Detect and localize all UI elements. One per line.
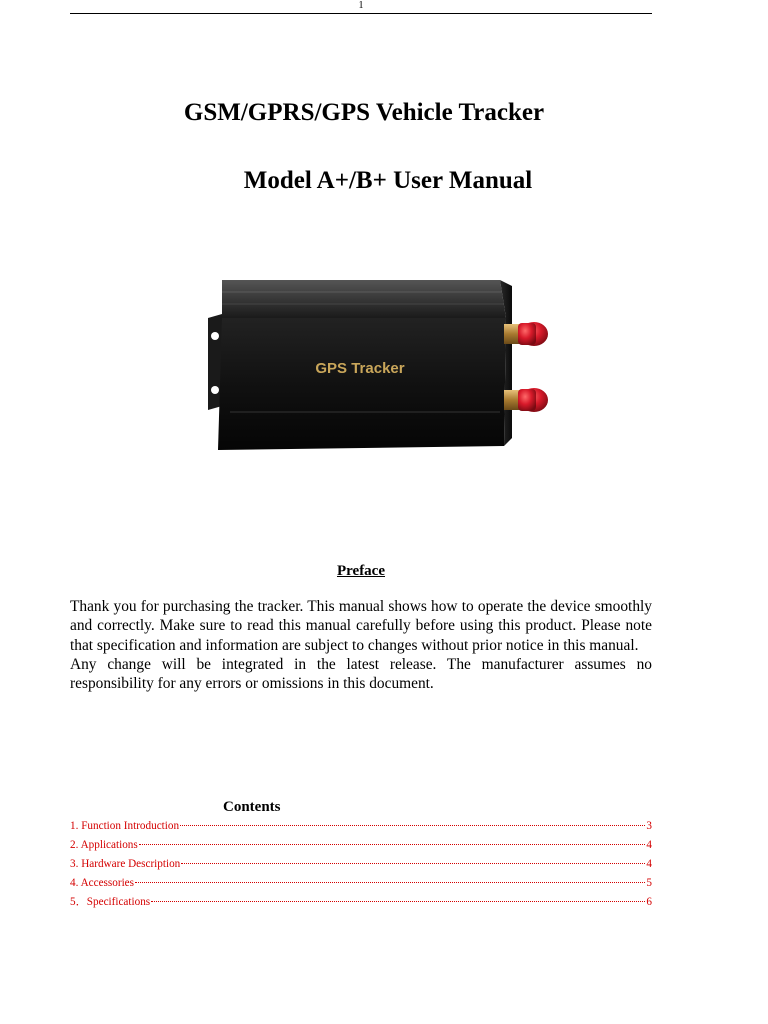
toc-dot-leader [151, 901, 645, 902]
contents-heading: Contents [223, 799, 281, 815]
header-rule [70, 13, 652, 14]
toc-item-label: 1. Function Introduction [70, 820, 180, 832]
preface-paragraph: Thank you for purchasing the tracker. This manual shows how to operate the device smoothly and correctly. Make sure to read this manual carefully before using this product. Please note that specification and information are subject to changes without prior notice in this manual. [70, 598, 652, 654]
toc-item-function-introduction[interactable] [70, 817, 652, 836]
toc-dot-leader [135, 882, 645, 883]
toc-item-page: 4 [646, 858, 652, 870]
toc-item-page: 5 [646, 877, 652, 889]
table-of-contents [70, 817, 652, 912]
preface-paragraph: Any change will be integrated in the latest release. The manufacturer assumes no responsibility for any errors or omissions in this document. [70, 655, 652, 693]
toc-dot-leader [139, 844, 646, 845]
toc-item-label: 4. Accessories [70, 877, 134, 889]
toc-dot-leader [181, 863, 645, 864]
gps-tracker-product-image [200, 262, 560, 462]
toc-item-accessories[interactable] [70, 874, 652, 893]
toc-item-label: 2. Applications [70, 839, 138, 851]
toc-item-label: 5．Specifications [70, 896, 151, 908]
page-number: 1 [358, 0, 364, 11]
toc-item-page: 4 [646, 839, 652, 851]
device-label: GPS Tracker [315, 360, 405, 377]
toc-item-specifications[interactable] [70, 893, 652, 912]
toc-item-page: 6 [646, 896, 652, 908]
toc-item-label: 3. Hardware Description [70, 858, 181, 870]
toc-item-page: 3 [646, 820, 652, 832]
preface-text [70, 597, 652, 693]
toc-dot-leader [180, 825, 645, 826]
toc-item-applications[interactable] [70, 836, 652, 855]
document-title: GSM/GPRS/GPS Vehicle Tracker [183, 99, 545, 126]
document-subtitle: Model A+/B+ User Manual [243, 167, 533, 194]
preface-heading: Preface [336, 563, 386, 579]
toc-item-hardware-description[interactable] [70, 855, 652, 874]
